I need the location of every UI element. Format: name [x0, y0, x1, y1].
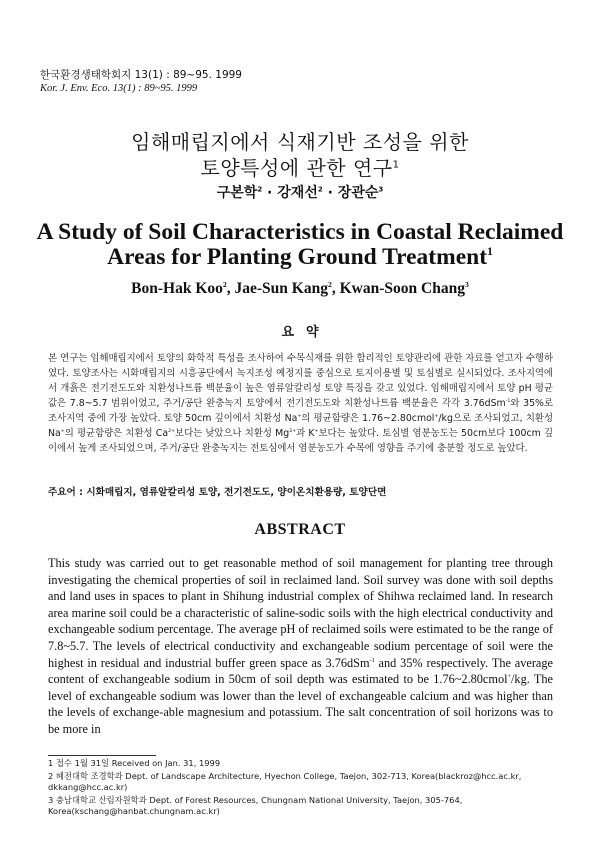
korean-abstract-text: 와 35%로 조사지역 중에 가장 높았다. 토양 50cm 깊이에서 치환성 Na	[48, 398, 553, 424]
superscript: 2+	[168, 428, 176, 434]
korean-abstract-text: /kg으로 조사되었고, 치환성 Na	[48, 413, 554, 439]
korean-abstract-heading: 요약	[281, 325, 331, 340]
korean-title-footnote-marker: 1	[392, 159, 400, 171]
author-separator: ,	[331, 280, 340, 297]
footnote-2: 2 혜전대학 조경학과 Dept. of Landscape Architecture, Hyechon College, Taejon, 302-713, Korea(blackroz@hcc.ac.kr, dkkang@hcc.ac.kr)	[48, 770, 522, 792]
english-author-2-affil: 2	[327, 279, 332, 289]
keywords: 주요어 : 시화매립지, 염류알칼리성 토양, 전기전도도, 양이온치환용량, 토양단면	[48, 487, 387, 498]
english-abstract-text: This study was carried out to get reasonable method of soil management for planting tree through investigating the chemical properties of soil in reclaimed land. Soil survey was done with soil depths and land uses in spaces to plant in Shihung industrial complex of Shihwa reclaimed land. In research area marine soil could be a characteristic of saline-sodic soils with the high electrical conductivity and exchangeable sodium percentage. The average pH of reclaimed soils were estimated to be the range of 7.8~5.7. The levels of electrical conductivity and exchangeable sodium percentage of soil were the highest in residual and industrial buffer green space as 3.76dSm	[48, 556, 553, 670]
korean-abstract-text: 본 연구는 임해매립지에서 토양의 화학적 특성을 조사하여 수목식재를 위한 합리적인 토양관리에 관한 자료를 얻고자 수행하였다. 토양조사는 시화매립지의 시흥공단에서 녹지조성 예정지를 중심으로 토지이용별 및 토심별로 실시되었다. 조사지역에서 개흙은 전기전도도와 치환성나트륨 백분율이 높은 염류알칼리성 토양 특징을 갖고 있었다. 임해매립지에서 토양 pH 평균값은 7.8~5.7 범위이었고, 주거/공단 완충녹지 토양에서 전기전도도와 치환성나트륨 백분율은 각각 3.76dSm	[48, 353, 553, 409]
author-separator: ·	[322, 185, 338, 201]
korean-abstract-text: 의 평균함량은 치환성 Ca	[64, 428, 169, 439]
korean-authors	[0, 182, 600, 202]
superscript: +	[314, 428, 319, 434]
korean-abstract-text: 의 평균함량은 1.76~2.80cmol	[301, 413, 435, 424]
korean-abstract-text: 보다는 낮았으나 치환성 Mg	[175, 428, 290, 439]
superscript: +	[434, 413, 439, 419]
english-title-line2-text: Areas for Planting Ground Treatment	[107, 244, 488, 270]
korean-title-line2-text: 토양특성에 관한 연구	[200, 156, 393, 180]
korean-author-1: 구본학	[216, 185, 258, 201]
english-author-3: Kwan-Soon Chang	[339, 280, 465, 297]
korean-title-line1: 임해매립지에서 식재기반 조성을 위한	[131, 130, 469, 154]
author-separator: ,	[226, 280, 235, 297]
korean-author-3-affil: 3	[378, 185, 384, 194]
korean-author-2-affil: 2	[317, 185, 323, 194]
superscript: +	[507, 674, 511, 681]
english-author-1-affil: 2	[222, 279, 227, 289]
english-abstract-text: and 35% respectively. The average content of exchangeable sodium in 50cm of soil depth was estimated to be 1.76~2.80cmol	[48, 655, 554, 687]
journal-citation-en: Kor. J. Env. Eco. 13(1) : 89~95. 1999	[40, 83, 198, 94]
korean-author-3: 장관순	[337, 185, 379, 201]
abstract-heading: ABSTRACT	[254, 521, 346, 538]
english-authors	[0, 280, 600, 298]
english-title-line2	[0, 244, 600, 271]
english-abstract	[48, 555, 553, 738]
korean-title-line2	[0, 152, 600, 181]
english-title-line1: A Study of Soil Characteristics in Coastal Reclaimed	[36, 219, 564, 245]
footnotes	[48, 758, 568, 819]
english-author-2: Jae-Sun Kang	[234, 280, 328, 297]
journal-citation-ko: 한국환경생태학회지 13(1) : 89~95. 1999	[40, 69, 242, 81]
superscript: -1	[505, 398, 511, 404]
korean-abstract-text: 과 K	[296, 428, 315, 439]
footnote-divider	[48, 755, 156, 756]
korean-author-1-affil: 2	[257, 185, 263, 194]
korean-author-2: 강재선	[277, 185, 318, 201]
korean-abstract	[48, 351, 553, 456]
english-author-3-affil: 3	[464, 279, 469, 289]
superscript: 2+	[289, 428, 297, 434]
superscript: +	[297, 413, 302, 419]
footnote-1: 1 접수 1월 31일 Received on Jan. 31, 1999	[48, 758, 221, 768]
journal-header	[40, 68, 400, 96]
footnote-3: 3 충남대학교 산림자원학과 Dept. of Forest Resources, Chungnam National University, Taejon, 305-764, Korea(kschang@hanbat.chungnam.ac.kr)	[48, 794, 463, 816]
korean-abstract-text: 보다는 높았다. 토심별 염분농도는 50cm보다 100cm 깊이에서 높게 조사되었으며, 주거/공단 완충녹지는 전토심에서 염분농도가 수목에 영향을 주기에 충분할 정도로 높았다.	[48, 428, 553, 454]
superscript: +	[60, 428, 65, 434]
english-author-1: Bon-Hak Koo	[131, 280, 223, 297]
superscript: -1	[369, 657, 375, 664]
english-title-footnote-marker: 1	[487, 245, 493, 259]
english-abstract-text: /kg. The level of exchangeable sodium was lower than the level of exchangeable calcium and was higher than the levels of exchange-able magnesium and potassium. The salt concentration of soil horizons was to be more in	[48, 672, 553, 736]
author-separator: ·	[262, 185, 278, 201]
